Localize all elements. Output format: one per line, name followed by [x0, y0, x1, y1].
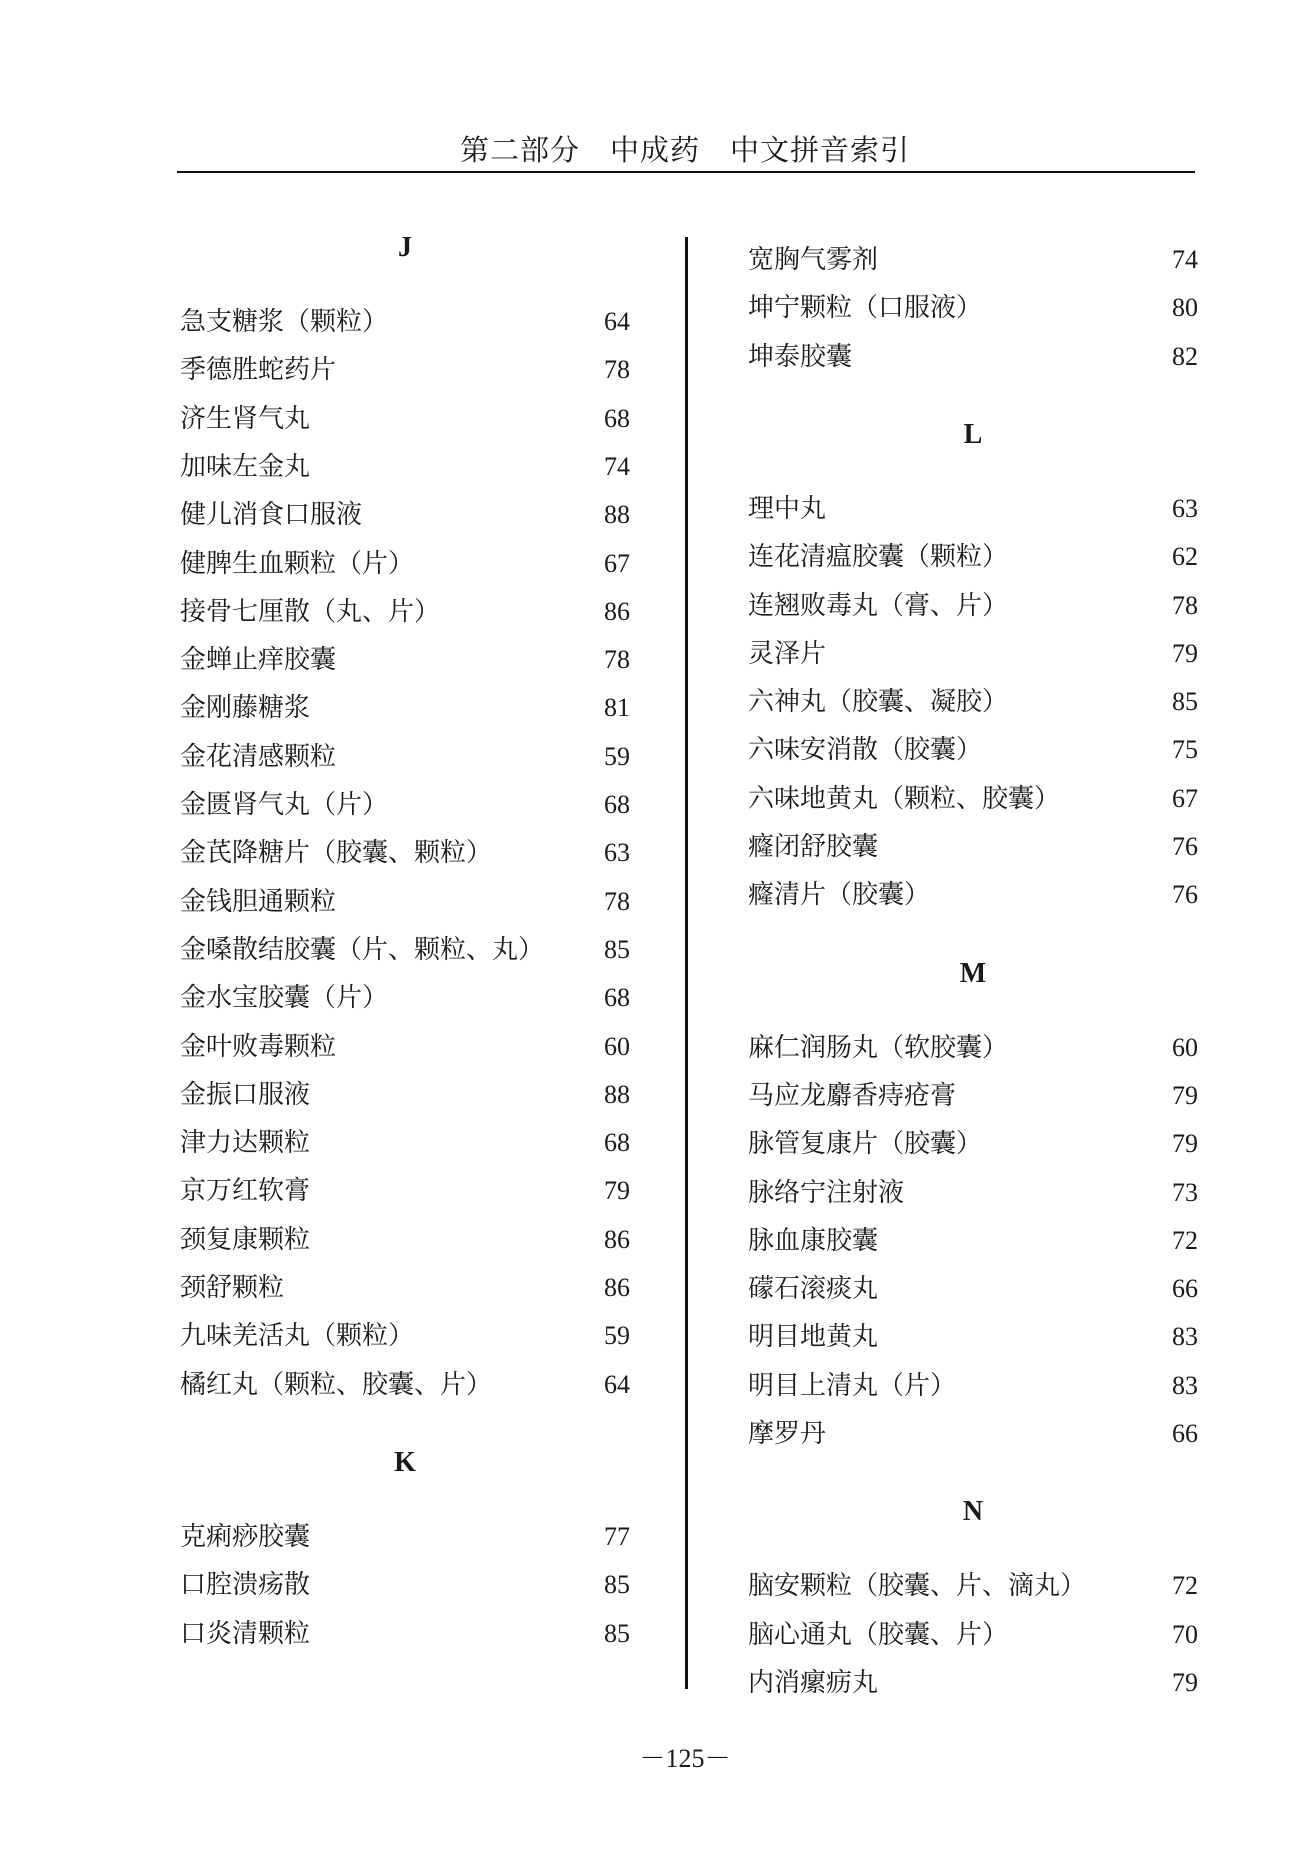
entry-page: 63: [1172, 493, 1198, 523]
entry-page: 64: [604, 307, 630, 336]
page-number: －125－: [639, 1744, 731, 1773]
index-entry: [748, 1221, 1198, 1261]
entry-page: 78: [1172, 590, 1198, 620]
index-entry: [180, 399, 630, 439]
entry-name: 口腔溃疡散: [180, 1570, 311, 1601]
column-divider: [685, 237, 688, 1689]
index-entry: [180, 447, 630, 487]
entry-page: 64: [604, 1369, 630, 1399]
entry-page: 63: [604, 838, 630, 868]
entry-name: 口炎清颗粒: [180, 1618, 311, 1649]
entry-page: 88: [604, 500, 630, 530]
entry-name: 礞石滚痰丸: [748, 1274, 879, 1305]
index-entry: [748, 537, 1198, 577]
entry-page: 85: [604, 1618, 630, 1648]
entry-name: 马应龙麝香痔疮膏: [748, 1080, 957, 1111]
index-entry: [180, 1075, 630, 1115]
index-entry: [180, 544, 630, 584]
index-entry: [180, 688, 630, 728]
entry-page: 79: [1172, 1080, 1198, 1110]
index-entry: [748, 1076, 1198, 1116]
entry-page: 78: [604, 886, 630, 916]
entry-page: 83: [1172, 1370, 1198, 1400]
entry-page: 72: [1172, 1225, 1198, 1255]
entry-name: 六味地黄丸（颗粒、胶囊）: [748, 783, 1061, 814]
entry-name: 脑安颗粒（胶囊、片、滴丸）: [748, 1571, 1087, 1602]
header-rule: [177, 171, 1195, 173]
entry-name: 金叶败毒颗粒: [180, 1031, 337, 1062]
entry-page: 74: [1172, 245, 1198, 274]
entry-page: 66: [1172, 1274, 1198, 1304]
entry-name: 理中丸: [748, 493, 827, 524]
entry-page: 88: [604, 1079, 630, 1109]
entry-page: 72: [1172, 1571, 1198, 1601]
entry-name: 宽胸气雾剂: [748, 245, 879, 275]
entry-name: 脉管复康片（胶囊）: [748, 1129, 983, 1160]
entry-name: 颈舒颗粒: [180, 1273, 285, 1303]
entry-page: 62: [1172, 542, 1198, 572]
page-header-title: 第二部分 中成药 中文拼音索引: [459, 133, 910, 167]
index-entry: [748, 875, 1198, 915]
entry-page: 73: [1172, 1177, 1198, 1207]
index-entry: [748, 1615, 1198, 1655]
index-entry: [180, 737, 630, 777]
entry-name: 脉络宁注射液: [748, 1177, 905, 1208]
index-entry: [180, 302, 630, 342]
index-entry: [748, 240, 1198, 280]
entry-name: 健脾生血颗粒（片）: [180, 548, 415, 579]
section-letter: M: [959, 957, 987, 989]
entry-name: 癃清片（胶囊）: [748, 880, 931, 911]
entry-page: 79: [604, 1176, 630, 1206]
entry-page: 79: [1172, 1129, 1198, 1159]
entry-page: 59: [604, 1321, 630, 1351]
entry-page: 68: [604, 790, 630, 819]
entry-name: 津力达颗粒: [180, 1128, 311, 1159]
index-entry: [180, 495, 630, 535]
entry-name: 金水宝胶囊（片）: [180, 983, 389, 1014]
entry-name: 麻仁润肠丸（软胶囊）: [748, 1032, 1009, 1063]
index-entry: [180, 1268, 630, 1308]
index-entry: [748, 1317, 1198, 1357]
entry-page: 86: [604, 1273, 630, 1302]
entry-name: 金刚藤糖浆: [180, 693, 311, 724]
index-entry: [748, 1663, 1198, 1703]
index-entry: [748, 1366, 1198, 1406]
index-entry: [748, 682, 1198, 722]
entry-page: 85: [604, 934, 630, 964]
entry-page: 75: [1172, 735, 1198, 765]
entry-page: 77: [604, 1521, 630, 1551]
entry-name: 内消瘰疬丸: [748, 1667, 879, 1698]
index-entry: [748, 1414, 1198, 1454]
entry-page: 78: [604, 355, 630, 385]
index-entry: [748, 288, 1198, 328]
index-entry: [748, 586, 1198, 626]
index-entry: [180, 350, 630, 390]
entry-name: 连翘败毒丸（膏、片）: [748, 590, 1009, 621]
entry-page: 83: [1172, 1322, 1198, 1352]
entry-name: 六味安消散（胶囊）: [748, 735, 983, 766]
index-entry: [748, 1269, 1198, 1309]
entry-page: 79: [1172, 1667, 1198, 1697]
entry-name: 金振口服液: [180, 1079, 311, 1110]
entry-name: 九味羌活丸（颗粒）: [180, 1321, 415, 1352]
entry-name: 六神丸（胶囊、凝胶）: [748, 687, 1009, 718]
section-letter: K: [394, 1446, 416, 1478]
index-entry: [180, 1316, 630, 1356]
index-entry: [180, 882, 630, 922]
index-entry: [180, 640, 630, 680]
entry-name: 坤宁颗粒（口服液）: [748, 293, 983, 324]
entry-page: 67: [1172, 783, 1198, 813]
entry-page: 66: [1172, 1419, 1198, 1448]
entry-name: 脉血康胶囊: [748, 1225, 879, 1256]
entry-page: 81: [604, 693, 630, 723]
entry-name: 急支糖浆（颗粒）: [180, 307, 389, 337]
index-entry: [748, 1566, 1198, 1606]
entry-page: 80: [1172, 293, 1198, 323]
index-entry: [180, 1517, 630, 1557]
index-entry: [180, 1614, 630, 1654]
entry-page: 68: [604, 1128, 630, 1158]
section-letter: N: [962, 1496, 984, 1528]
entry-name: 健儿消食口服液: [180, 500, 363, 531]
entry-name: 金蝉止痒胶囊: [180, 645, 337, 676]
entry-page: 74: [604, 451, 630, 481]
index-entry: [748, 730, 1198, 770]
entry-page: 85: [604, 1570, 630, 1600]
index-entry: [180, 785, 630, 825]
section-letter: L: [963, 418, 983, 450]
entry-name: 济生肾气丸: [180, 403, 311, 434]
index-entry: [180, 978, 630, 1018]
entry-name: 癃闭舒胶囊: [748, 832, 879, 862]
entry-name: 金嗓散结胶囊（片、颗粒、丸）: [180, 934, 545, 965]
entry-name: 颈复康颗粒: [180, 1224, 311, 1255]
entry-page: 79: [1172, 638, 1198, 668]
entry-name: 脑心通丸（胶囊、片）: [748, 1619, 1009, 1650]
section-letter: J: [398, 232, 412, 263]
entry-page: 76: [1172, 880, 1198, 910]
index-entry: [180, 1565, 630, 1605]
index-entry: [180, 1365, 630, 1405]
index-entry: [180, 1171, 630, 1211]
entry-name: 橘红丸（颗粒、胶囊、片）: [180, 1369, 493, 1400]
entry-page: 76: [1172, 832, 1198, 861]
entry-page: 68: [604, 983, 630, 1013]
entry-name: 金钱胆通颗粒: [180, 886, 337, 917]
entry-page: 60: [1172, 1032, 1198, 1062]
index-entry: [180, 1220, 630, 1260]
entry-name: 灵泽片: [748, 638, 827, 669]
entry-name: 金芪降糖片（胶囊、颗粒）: [180, 838, 493, 869]
index-entry: [748, 634, 1198, 674]
index-entry: [748, 1173, 1198, 1213]
index-entry: [748, 827, 1198, 867]
entry-page: 78: [604, 645, 630, 675]
entry-name: 京万红软膏: [180, 1176, 311, 1207]
index-entry: [748, 489, 1198, 529]
entry-name: 接骨七厘散（丸、片）: [180, 596, 441, 627]
entry-page: 67: [604, 548, 630, 578]
entry-page: 82: [1172, 341, 1198, 371]
index-entry: [180, 930, 630, 970]
entry-page: 86: [604, 596, 630, 626]
entry-name: 克痢痧胶囊: [180, 1521, 311, 1552]
entry-name: 季德胜蛇药片: [180, 355, 337, 386]
entry-page: 85: [1172, 687, 1198, 717]
index-entry: [180, 833, 630, 873]
entry-page: 70: [1172, 1619, 1198, 1649]
entry-name: 连花清瘟胶囊（颗粒）: [748, 542, 1009, 573]
entry-name: 坤泰胶囊: [748, 341, 853, 372]
index-entry: [748, 779, 1198, 819]
entry-name: 摩罗丹: [748, 1419, 827, 1449]
entry-page: 86: [604, 1224, 630, 1254]
index-entry: [748, 1028, 1198, 1068]
entry-name: 加味左金丸: [180, 451, 311, 482]
entry-name: 明目上清丸（片）: [748, 1370, 957, 1401]
index-entry: [180, 592, 630, 632]
entry-name: 金花清感颗粒: [180, 741, 337, 772]
index-entry: [748, 1124, 1198, 1164]
entry-page: 59: [604, 741, 630, 771]
index-entry: [748, 337, 1198, 377]
entry-name: 金匮肾气丸（片）: [180, 790, 389, 820]
entry-name: 明目地黄丸: [748, 1322, 879, 1353]
entry-page: 68: [604, 403, 630, 433]
index-entry: [180, 1123, 630, 1163]
index-entry: [180, 1027, 630, 1067]
entry-page: 60: [604, 1031, 630, 1061]
